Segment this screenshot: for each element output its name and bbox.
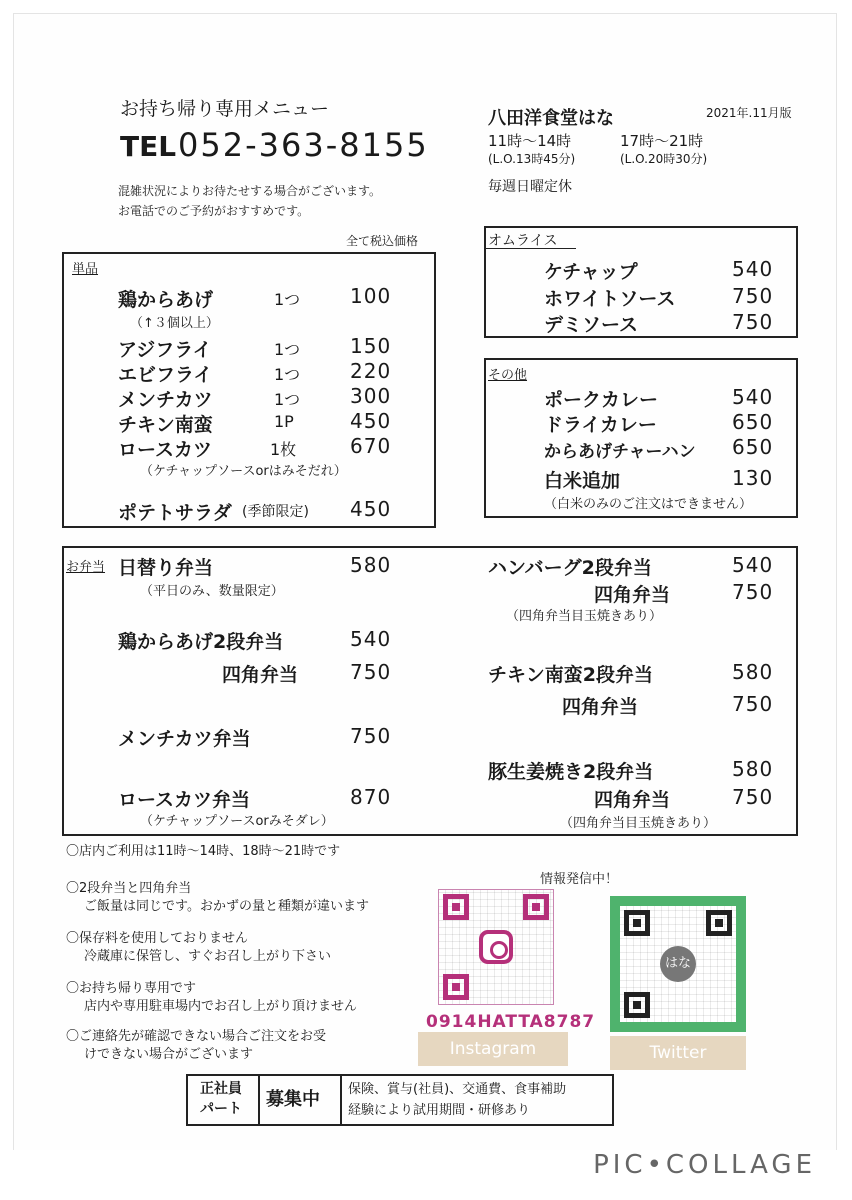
tanpin-label: 単品 [72,262,99,277]
omurice-ketchup: ケチャップ [544,261,638,283]
hana-logo: はな [660,946,696,982]
recruit-fulltime: 正社員 [200,1081,242,1097]
price-shogayaki-shikaku: 750 [732,785,774,809]
menu-title: お持ち帰り専用メニュー [120,98,330,120]
lunch-lo: (L.O.13時45分) [488,152,576,166]
holiday: 毎週日曜定休 [488,179,572,195]
price-rosu: 670 [350,434,392,458]
item-menchi: メンチカツ [118,389,213,411]
note-hours: 〇店内ご利用は11時～14時、18時～21時です [66,844,341,859]
twitter-qr-panel[interactable] [610,896,746,1032]
price-nanban: 450 [350,409,392,433]
note-preservative: 〇保存料を使用しておりません [66,931,249,946]
instagram-label: Instagram [418,1032,568,1066]
bento-label: お弁当 [66,560,106,575]
karaage-shikaku: 四角弁当 [222,664,299,686]
dinner-hours: 17時～21時 [620,132,704,150]
tax-note: 全て税込価格 [346,234,419,248]
price-karaage-shikaku: 750 [350,660,392,684]
note-bento-types: 〇2段弁当と四角弁当 [66,881,192,896]
price-dry-curry: 650 [732,410,774,434]
lunch-hours: 11時～14時 [488,132,572,150]
qr-finder-icon [624,910,650,936]
omurice-label: オムライス [488,233,558,249]
reserve-note: お電話でのご予約がおすすめです。 [118,204,310,218]
edition: 2021年.11月版 [706,106,792,120]
omurice-label-rule [486,248,576,249]
karaage-min-note: （↑３個以上） [130,316,219,331]
note-bento-types-detail: ご飯量は同じです。おかずの量と種類が違います [84,899,369,914]
price-hamburg: 540 [732,553,774,577]
other-karaage-chahan: からあげチャーハン [544,442,696,462]
item-rosu: ロースカツ [118,439,213,461]
price-menchi: 300 [350,384,392,408]
sns-heading: 情報発信中！ [540,872,619,887]
note-takeout-detail: 店内や専用駐車場内でお召し上がり頂けません [84,999,358,1014]
twitter-label: Twitter [610,1036,746,1070]
bento-rosu: ロースカツ弁当 [118,789,251,811]
omurice-white: ホワイトソース [544,288,676,310]
unit-karaage: 1つ [274,290,301,309]
crowd-note: 混雑状況によりお待たせする場合がございます。 [118,184,382,198]
price-omurice-demi: 750 [732,310,774,334]
dinner-lo: (L.O.20時30分) [620,152,708,166]
item-potato: ポテトサラダ [118,502,232,524]
price-nanban-bento: 580 [732,660,774,684]
omurice-demi: デミソース [544,314,639,336]
shop-name: 八田洋食堂はな [488,108,614,129]
shogayaki-shikaku: 四角弁当 [594,789,671,811]
bento-higawari: 日替り弁当 [118,557,214,579]
item-karaage: 鶏からあげ [118,289,214,311]
other-pork-curry: ポークカレー [544,389,659,411]
bento-hamburg: ハンバーグ2段弁当 [488,557,652,579]
rosu-bento-note: （ケチャップソースorみそダレ） [140,814,334,829]
recruit-divider [258,1074,260,1126]
instagram-lens-icon [490,941,508,959]
shogayaki-note: （四角弁当目玉焼きあり） [560,816,717,831]
price-karaage-bento: 540 [350,627,392,651]
unit-rosu: 1枚 [270,440,297,459]
hamburg-note: （四角弁当目玉焼きあり） [506,609,663,624]
nanban-shikaku: 四角弁当 [562,696,639,718]
note-takeout: 〇お持ち帰り専用です [66,981,197,996]
instagram-qr-code[interactable] [438,889,554,1005]
price-ebi: 220 [350,359,392,383]
unit-menchi: 1つ [274,390,301,409]
recruit-training: 経験により試用期間・研修あり [348,1103,531,1118]
price-aji: 150 [350,334,392,358]
instagram-icon [479,930,513,964]
potato-seasonal: (季節限定) [242,504,309,520]
price-karaage: 100 [350,284,392,308]
recruit-divider [340,1074,342,1126]
price-omurice-ketchup: 540 [732,257,774,281]
rosu-sauce-note: （ケチャップソースorはみそだれ） [140,464,347,479]
other-rice: 白米追加 [544,470,621,492]
recruit-benefits: 保険、賞与(社員)、交通費、食事補助 [348,1082,567,1097]
price-rosu-bento: 870 [350,785,392,809]
price-rice: 130 [732,466,774,490]
bento-shogayaki: 豚生姜焼き2段弁当 [488,761,654,783]
price-menchi-bento: 750 [350,724,392,748]
qr-finder-icon [443,974,469,1000]
price-potato: 450 [350,497,392,521]
note-preservative-detail: 冷蔵庫に保管し、すぐお召し上がり下さい [84,949,332,964]
item-aji: アジフライ [118,339,212,361]
price-omurice-white: 750 [732,284,774,308]
rice-only-note: （白米のみのご注文はできません） [544,497,753,512]
recruit-heading: 募集中 [266,1089,320,1110]
bento-nanban: チキン南蛮2段弁当 [488,664,654,686]
price-higawari: 580 [350,553,392,577]
price-nanban-shikaku: 750 [732,692,774,716]
hamburg-shikaku: 四角弁当 [594,584,671,606]
tel-label: TEL [120,130,177,163]
qr-finder-icon [443,894,469,920]
note-contact: 〇ご連絡先が確認できない場合ご注文をお受 [66,1029,327,1044]
bento-karaage: 鶏からあげ2段弁当 [118,631,284,653]
twitter-qr-code[interactable] [620,906,736,1022]
price-hamburg-shikaku: 750 [732,580,774,604]
unit-aji: 1つ [274,340,301,359]
unit-ebi: 1つ [274,365,301,384]
qr-finder-icon [706,910,732,936]
pic-collage-watermark: PIC•COLLAGE [593,1150,816,1180]
note-contact-detail: けできない場合がございます [84,1047,254,1062]
bento-menchi: メンチカツ弁当 [118,728,251,750]
price-karaage-chahan: 650 [732,435,774,459]
higawari-note: （平日のみ、数量限定） [140,584,284,599]
qr-finder-icon [523,894,549,920]
price-pork-curry: 540 [732,385,774,409]
other-label: その他 [488,368,528,383]
phone-number[interactable]: 052-363-8155 [178,126,429,164]
recruit-parttime: パート [200,1101,242,1117]
qr-finder-icon [624,992,650,1018]
item-ebi: エビフライ [118,364,213,386]
unit-nanban: 1P [274,412,294,431]
other-dry-curry: ドライカレー [544,414,657,436]
price-shogayaki: 580 [732,757,774,781]
instagram-id: 0914HATTA8787 [426,1012,596,1032]
item-nanban: チキン南蛮 [118,414,213,436]
